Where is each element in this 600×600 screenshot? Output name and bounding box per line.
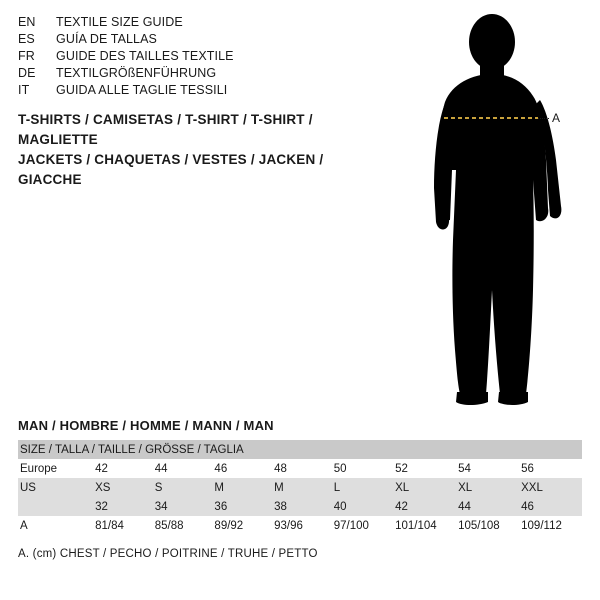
table-cell: 46 (521, 500, 534, 513)
table-cell: 109/112 (521, 519, 562, 532)
body-figure (400, 10, 590, 410)
table-cell: XL (458, 481, 473, 494)
row-label: Europe (20, 462, 58, 475)
table-cell: 34 (154, 500, 168, 513)
table-cell: M (274, 481, 284, 494)
legend-text: GUIDA ALLE TAGLIE TESSILI (56, 83, 228, 97)
legend-text: GUIDE DES TAILLES TEXTILE (56, 49, 234, 63)
table-cell: 36 (214, 500, 228, 513)
table-cell: 42 (395, 500, 408, 513)
category-line-tshirts: T-SHIRTS / CAMISETAS / T-SHIRT / T-SHIRT / MAGLIETTE (18, 112, 313, 147)
table-cell: 105/108 (458, 519, 500, 532)
legend-row (18, 14, 358, 31)
legend-row (18, 31, 358, 48)
table-row (18, 516, 582, 535)
table-cell: 44 (154, 462, 168, 475)
table-cell: XL (395, 481, 410, 494)
table-cell: 81/84 (95, 519, 124, 532)
table-cell: 42 (95, 462, 108, 475)
legend-row (18, 65, 358, 82)
size-table (18, 440, 582, 535)
table-cell: 54 (458, 462, 471, 475)
legend-code: FR (18, 49, 35, 63)
table-cell: 48 (274, 462, 287, 475)
row-label: A (20, 519, 28, 532)
legend-text: TEXTILGRÖßENFÜHRUNG (56, 66, 217, 80)
table-cell: 56 (521, 462, 534, 475)
legend-code: EN (18, 15, 36, 29)
table-cell: L (333, 481, 341, 494)
table-cell: M (214, 481, 225, 494)
measure-label-a: A (552, 111, 561, 125)
table-cell: 46 (214, 462, 228, 475)
category-headings (18, 110, 378, 190)
row-label (18, 497, 93, 516)
table-cell: 50 (333, 462, 347, 475)
legend-text: GUÍA DE TALLAS (56, 32, 157, 46)
table-cell: 38 (274, 500, 287, 513)
footnote: A. (cm) CHEST / PECHO / POITRINE / TRUHE / PETTO (18, 548, 318, 560)
table-cell: 44 (458, 500, 471, 513)
table-cell: 89/92 (214, 519, 244, 532)
table-row (18, 478, 582, 497)
table-header-label: SIZE / TALLA / TAILLE / GRÖSSE / TAGLIA (20, 443, 244, 456)
category-line-jackets: JACKETS / CHAQUETAS / VESTES / JACKEN / GIACCHE (18, 152, 324, 187)
table-section-heading: MAN / HOMBRE / HOMME / MANN / MAN (18, 418, 274, 433)
legend-text: TEXTILE SIZE GUIDE (56, 15, 183, 29)
table-cell: XXL (521, 481, 543, 494)
measure-leader-line (538, 118, 549, 119)
table-row (18, 497, 582, 516)
table-cell: 40 (333, 500, 347, 513)
table-cell: XS (95, 481, 111, 494)
table-header-row (18, 440, 582, 459)
legend-code: ES (18, 32, 35, 46)
legend-row (18, 48, 358, 65)
male-silhouette-icon (400, 10, 590, 410)
table-cell: 97/100 (333, 519, 369, 532)
table-cell: 32 (95, 500, 108, 513)
table-cell: 93/96 (274, 519, 303, 532)
table-cell: 52 (395, 462, 408, 475)
table-cell: 85/88 (154, 519, 184, 532)
legend-row (18, 82, 358, 99)
language-legend (18, 14, 358, 99)
legend-code: IT (18, 83, 30, 97)
table-cell: S (154, 481, 163, 494)
row-label: US (20, 481, 36, 494)
legend-code: DE (18, 66, 36, 80)
table-cell: 101/104 (395, 519, 437, 532)
table-row (18, 459, 582, 478)
